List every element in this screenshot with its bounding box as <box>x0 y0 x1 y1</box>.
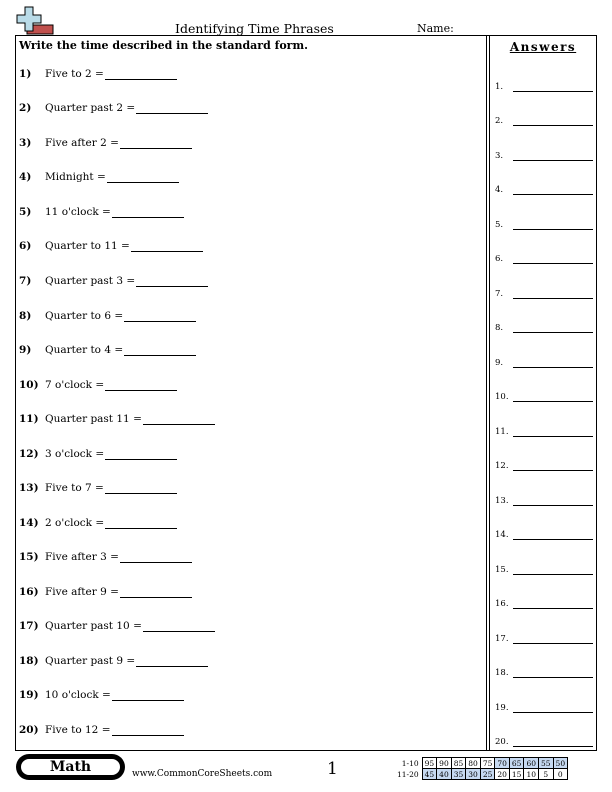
score-row <box>395 769 568 780</box>
question-text: Five to 2 = <box>45 68 104 80</box>
answer-line[interactable] <box>513 667 593 678</box>
answer-row <box>495 664 593 678</box>
question-number: 15 ) <box>19 551 45 563</box>
answers-heading: Answers <box>509 40 577 54</box>
answer-blank[interactable] <box>120 137 192 149</box>
answer-number: 20. <box>495 737 509 747</box>
answer-line[interactable] <box>513 426 593 437</box>
question-number: 19 ) <box>19 689 45 701</box>
answer-line[interactable] <box>513 736 593 747</box>
score-cell: 0 <box>553 769 568 780</box>
question-number: 13 ) <box>19 482 45 494</box>
answer-line[interactable] <box>513 253 593 264</box>
question-number: 16 ) <box>19 586 45 598</box>
answer-line[interactable] <box>513 81 593 92</box>
question-number: 8 ) <box>19 310 45 322</box>
question-item <box>19 685 184 701</box>
answer-blank[interactable] <box>105 68 177 80</box>
question-item <box>19 513 177 529</box>
question-text: Quarter to 11 = <box>45 240 130 252</box>
question-number: 7 ) <box>19 275 45 287</box>
column-divider <box>486 35 487 751</box>
answer-number: 6. <box>495 254 504 264</box>
answer-number: 14. <box>495 530 509 540</box>
score-table <box>395 757 568 780</box>
answer-blank[interactable] <box>112 206 184 218</box>
answer-number: 16. <box>495 599 509 609</box>
answer-blank[interactable] <box>120 551 192 563</box>
answer-number: 17. <box>495 634 509 644</box>
question-text: Midnight = <box>45 171 106 183</box>
answer-row <box>495 147 593 161</box>
answer-row <box>495 561 593 575</box>
score-cell: 5 <box>539 769 554 780</box>
answer-blank[interactable] <box>107 171 179 183</box>
subject-badge: Math <box>19 757 122 777</box>
score-row <box>395 758 568 769</box>
question-item <box>19 375 177 391</box>
question-number: 9 ) <box>19 344 45 356</box>
answer-number: 9. <box>495 358 504 368</box>
score-cell: 20 <box>495 769 510 780</box>
score-cell: 45 <box>422 769 437 780</box>
answer-line[interactable] <box>513 633 593 644</box>
score-cell: 70 <box>495 758 510 769</box>
column-divider-inner <box>489 35 490 751</box>
question-item <box>19 236 203 252</box>
answer-blank[interactable] <box>124 310 196 322</box>
instructions: Write the time described in the standard form. <box>19 39 308 52</box>
answer-row <box>495 285 593 299</box>
score-cell: 25 <box>480 769 495 780</box>
answer-line[interactable] <box>513 529 593 540</box>
question-number: 1 ) <box>19 68 45 80</box>
answer-line[interactable] <box>513 495 593 506</box>
answer-line[interactable] <box>513 702 593 713</box>
question-text: Quarter past 2 = <box>45 102 136 114</box>
answer-row <box>495 181 593 195</box>
question-number: 3 ) <box>19 137 45 149</box>
question-number: 17 ) <box>19 620 45 632</box>
answer-blank[interactable] <box>112 724 184 736</box>
question-item <box>19 340 196 356</box>
answer-line[interactable] <box>513 115 593 126</box>
answer-number: 7. <box>495 289 504 299</box>
score-row-label: 1-10 <box>401 758 419 768</box>
answer-number: 11. <box>495 427 509 437</box>
score-cell: 35 <box>451 769 466 780</box>
answer-number: 5. <box>495 220 504 230</box>
answer-blank[interactable] <box>131 240 203 252</box>
question-number: 18 ) <box>19 655 45 667</box>
answer-row <box>495 733 593 747</box>
answer-row <box>495 78 593 92</box>
question-item <box>19 133 192 149</box>
answer-number: 13. <box>495 496 509 506</box>
question-number: 5 ) <box>19 206 45 218</box>
score-cell: 15 <box>509 769 524 780</box>
score-cell: 60 <box>524 758 539 769</box>
question-number: 11 ) <box>19 413 45 425</box>
answer-line[interactable] <box>513 460 593 471</box>
answer-line[interactable] <box>513 322 593 333</box>
answer-blank[interactable] <box>105 517 177 529</box>
answer-blank[interactable] <box>143 620 215 632</box>
answer-number: 4. <box>495 185 504 195</box>
score-cell: 30 <box>466 769 481 780</box>
answer-line[interactable] <box>513 391 593 402</box>
worksheet-title: Identifying Time Phrases <box>175 21 334 36</box>
answer-blank[interactable] <box>105 379 177 391</box>
question-item <box>19 582 192 598</box>
question-number: 12 ) <box>19 448 45 460</box>
answer-blank[interactable] <box>143 413 215 425</box>
question-item <box>19 478 177 494</box>
answer-blank[interactable] <box>136 275 208 287</box>
answer-row <box>495 526 593 540</box>
question-item <box>19 616 215 632</box>
plus-logo-icon <box>15 5 55 37</box>
answer-number: 12. <box>495 461 509 471</box>
page-number: 1 <box>327 759 338 779</box>
name-label: Name: <box>417 22 454 35</box>
score-cell: 50 <box>553 758 568 769</box>
question-text: Quarter past 3 = <box>45 275 136 287</box>
answer-row <box>495 492 593 506</box>
score-cell: 40 <box>437 769 452 780</box>
question-item <box>19 271 208 287</box>
answer-blank[interactable] <box>105 482 177 494</box>
answer-blank[interactable] <box>136 102 208 114</box>
question-text: Five after 9 = <box>45 586 119 598</box>
answer-number: 19. <box>495 703 509 713</box>
footer <box>15 751 597 784</box>
question-text: 11 o'clock = <box>45 206 111 218</box>
question-number: 2 ) <box>19 102 45 114</box>
score-cell: 75 <box>480 758 495 769</box>
answer-row <box>495 699 593 713</box>
score-cell: 65 <box>509 758 524 769</box>
answer-row <box>495 630 593 644</box>
answer-line[interactable] <box>513 219 593 230</box>
answer-line[interactable] <box>513 184 593 195</box>
question-text: 10 o'clock = <box>45 689 111 701</box>
answer-number: 18. <box>495 668 509 678</box>
question-text: Quarter past 11 = <box>45 413 142 425</box>
answer-number: 8. <box>495 323 504 333</box>
question-number: 4 ) <box>19 171 45 183</box>
question-number: 6 ) <box>19 240 45 252</box>
question-text: Five to 12 = <box>45 724 111 736</box>
question-item <box>19 64 177 80</box>
question-text: Five to 7 = <box>45 482 104 494</box>
question-text: 2 o'clock = <box>45 517 105 529</box>
score-cell: 55 <box>539 758 554 769</box>
answer-row <box>495 595 593 609</box>
answer-row <box>495 354 593 368</box>
answer-row <box>495 250 593 264</box>
score-cell: 95 <box>422 758 437 769</box>
question-item <box>19 651 208 667</box>
answer-number: 15. <box>495 565 509 575</box>
question-text: Five after 2 = <box>45 137 119 149</box>
question-item <box>19 306 196 322</box>
question-item <box>19 98 208 114</box>
question-text: Quarter past 9 = <box>45 655 136 667</box>
answer-number: 3. <box>495 151 504 161</box>
question-number: 10 ) <box>19 379 45 391</box>
answer-line[interactable] <box>513 150 593 161</box>
answer-number: 1. <box>495 82 504 92</box>
answer-row <box>495 112 593 126</box>
question-text: 7 o'clock = <box>45 379 105 391</box>
answer-line[interactable] <box>513 564 593 575</box>
question-text: Quarter past 10 = <box>45 620 142 632</box>
answer-blank[interactable] <box>105 448 177 460</box>
question-item <box>19 547 192 563</box>
answer-row <box>495 319 593 333</box>
site-url[interactable]: www.CommonCoreSheets.com <box>132 769 273 779</box>
question-item <box>19 409 215 425</box>
score-cell: 80 <box>466 758 481 769</box>
answer-line[interactable] <box>513 598 593 609</box>
question-text: Five after 3 = <box>45 551 119 563</box>
score-cell: 90 <box>437 758 452 769</box>
answer-row <box>495 457 593 471</box>
answer-blank[interactable] <box>136 655 208 667</box>
answer-blank[interactable] <box>124 344 196 356</box>
score-cell: 85 <box>451 758 466 769</box>
question-item <box>19 202 184 218</box>
score-cell: 10 <box>524 769 539 780</box>
question-item <box>19 720 184 736</box>
question-item <box>19 167 179 183</box>
answer-line[interactable] <box>513 288 593 299</box>
score-row-label: 11-20 <box>397 769 419 779</box>
question-text: Quarter to 6 = <box>45 310 124 322</box>
answer-row <box>495 423 593 437</box>
answer-number: 2. <box>495 116 504 126</box>
question-item <box>19 444 177 460</box>
answer-row <box>495 216 593 230</box>
answer-row <box>495 388 593 402</box>
question-text: 3 o'clock = <box>45 448 105 460</box>
answer-line[interactable] <box>513 357 593 368</box>
answer-blank[interactable] <box>112 689 184 701</box>
answer-blank[interactable] <box>120 586 192 598</box>
answer-number: 10. <box>495 392 509 402</box>
question-number: 20 ) <box>19 724 45 736</box>
question-text: Quarter to 4 = <box>45 344 124 356</box>
question-number: 14 ) <box>19 517 45 529</box>
